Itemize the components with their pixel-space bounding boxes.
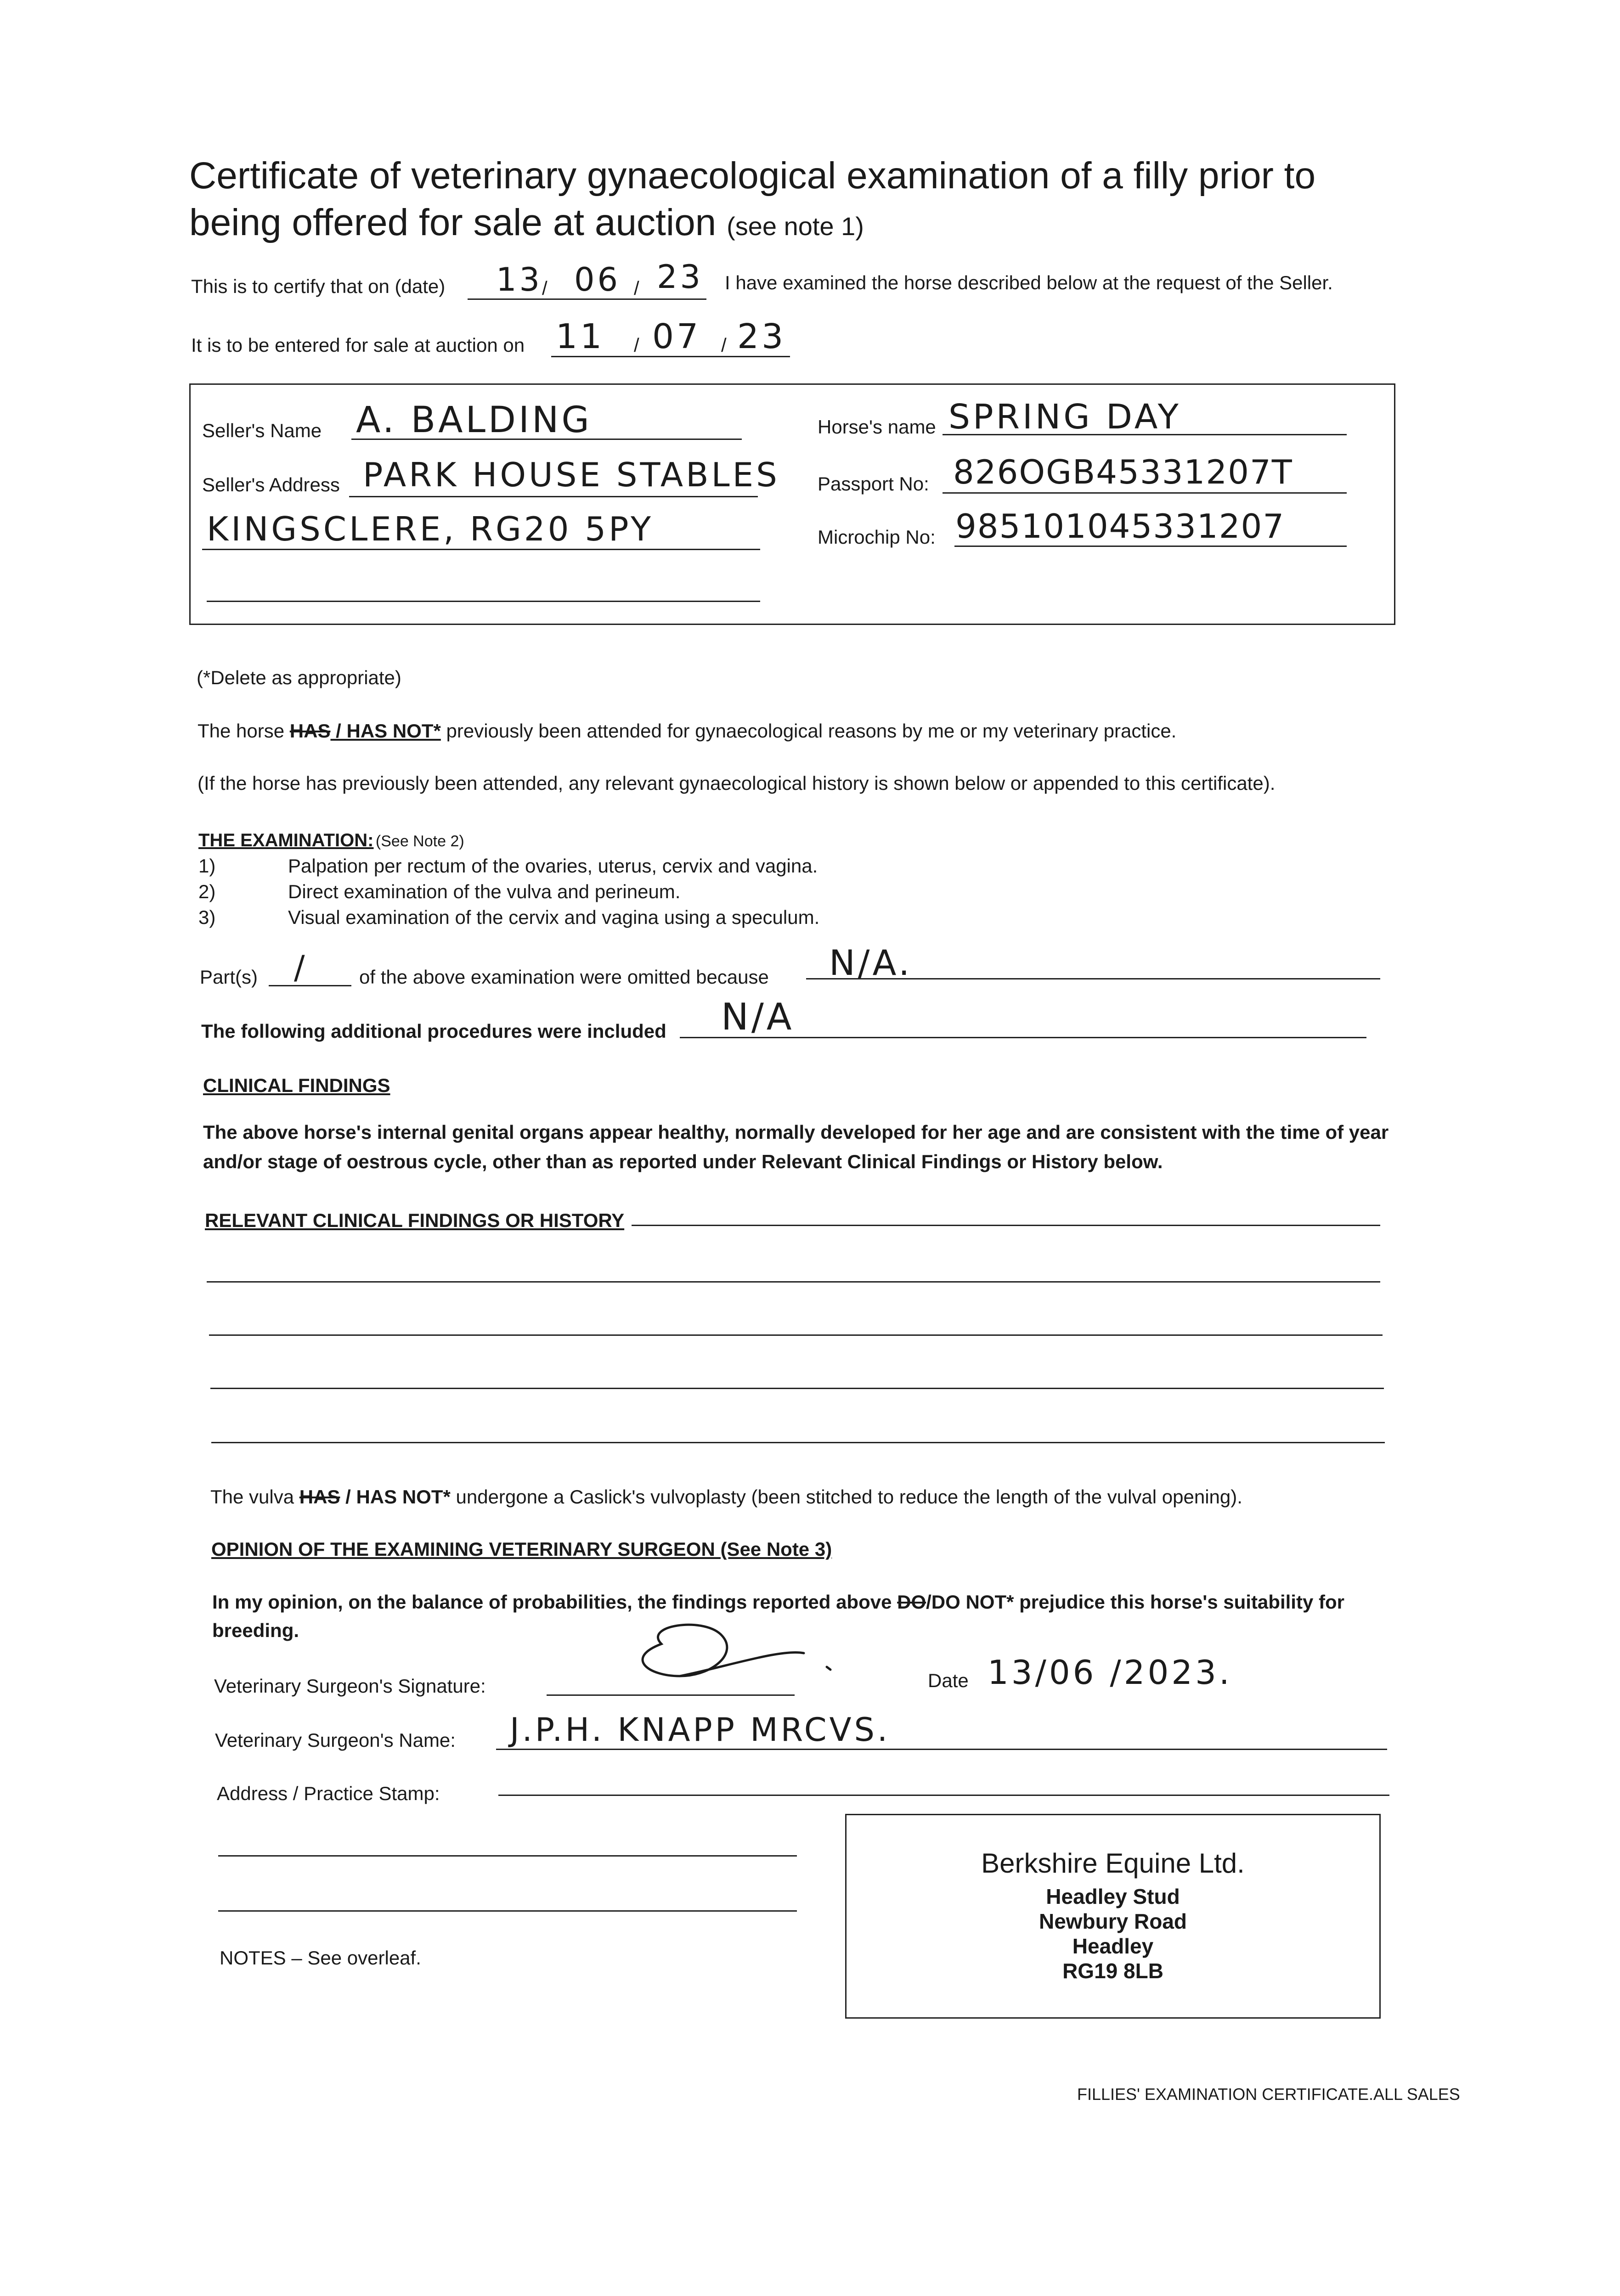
certify-suffix: I have examined the horse described below at the request of the Seller. <box>725 272 1333 293</box>
examination-item: 3) Visual examination of the cervix and vagina using a speculum. <box>198 906 820 928</box>
surgeon-name-label: Veterinary Surgeon's Name: <box>215 1729 456 1751</box>
examination-item: 1) Palpation per rectum of the ovaries, uterus, cervix and vagina. <box>198 855 818 877</box>
clinical-text-line-2: and/or stage of oestrous cycle, other than as reported under Relevant Clinical Findings or History below. <box>203 1151 1163 1172</box>
history-note: (If the horse has previously been attended, any relevant gynaecological history is shown below or appended to this certificate). <box>198 772 1276 794</box>
seller-address-value-1: PARK HOUSE STABLES <box>363 456 780 494</box>
relevant-line-3 <box>209 1334 1383 1336</box>
auction-day: 11 <box>556 317 605 356</box>
passport-value: 826OGB45331207T <box>953 453 1293 491</box>
examination-heading-row <box>198 830 464 851</box>
omitted-prefix: Part(s) <box>200 966 258 988</box>
notes: NOTES – See overleaf. <box>220 1947 421 1969</box>
stamp-line: Newbury Road <box>1039 1909 1187 1933</box>
passport-line <box>943 492 1347 494</box>
clinical-heading: CLINICAL FINDINGS <box>203 1075 390 1096</box>
examination-item: 2) Direct examination of the vulva and perineum. <box>198 881 681 902</box>
relevant-line-5 <box>211 1442 1385 1443</box>
auction-month: 07 <box>652 317 701 356</box>
seller-address-line-1 <box>349 496 758 497</box>
auction-prefix: It is to be entered for sale at auction on <box>191 334 525 356</box>
examination-heading: THE EXAMINATION: <box>198 830 374 850</box>
vulva-has: HAS <box>299 1486 340 1508</box>
relevant-line-2 <box>207 1281 1380 1283</box>
seller-address-line-2 <box>202 549 760 550</box>
attended-suffix: previously been attended for gynaecological reasons by me or my veterinary practice. <box>446 720 1177 742</box>
document-title <box>189 152 1567 250</box>
clinical-text <box>203 1118 1620 1176</box>
examination-list <box>198 855 1117 932</box>
address-line-2 <box>218 1855 797 1857</box>
stamp-line: RG19 8LB <box>1062 1959 1163 1983</box>
seller-address-value-2: KINGSCLERE, RG20 5PY <box>207 510 654 548</box>
certify-date-line <box>468 298 706 300</box>
omitted-reason-value: N/A. <box>829 942 913 983</box>
seller-name-label: Seller's Name <box>202 420 322 441</box>
horse-name-label: Horse's name <box>818 416 936 438</box>
opinion-text-part-1: In my opinion, on the balance of probabilities, the findings reported above <box>212 1591 892 1613</box>
auction-year: 23 <box>737 317 786 356</box>
examination-heading-note: (See Note 2) <box>375 833 464 850</box>
signature-mark <box>606 1607 845 1699</box>
vulva-slash: / <box>340 1486 356 1508</box>
opinion-text-line-1 <box>212 1588 1590 1616</box>
relevant-heading: RELEVANT CLINICAL FINDINGS OR HISTORY <box>205 1210 625 1231</box>
auction-sep-1: / <box>634 334 639 356</box>
address-stamp-label: Address / Practice Stamp: <box>217 1783 440 1804</box>
clinical-text-line-1: The above horse's internal genital organs appear healthy, normally developed for her age and are consistent with the time of year <box>203 1121 1389 1143</box>
seller-address-label: Seller's Address <box>202 474 340 495</box>
microchip-label: Microchip No: <box>818 526 936 548</box>
additional-label: The following additional procedures were included <box>201 1020 666 1042</box>
certify-month: 06 <box>574 261 621 298</box>
seller-address-line-3 <box>207 601 760 602</box>
opinion-text-part-2: /DO NOT* prejudice this horse's suitability for <box>926 1591 1344 1613</box>
microchip-value: 985101045331207 <box>955 507 1285 546</box>
date-value: 13/06 /2023. <box>988 1653 1232 1692</box>
passport-label: Passport No: <box>818 473 929 495</box>
relevant-line-1 <box>632 1225 1380 1226</box>
relevant-line-4 <box>210 1388 1384 1389</box>
omitted-parts-line <box>269 985 351 986</box>
title-line-2-text: being offered for sale at auction <box>189 202 717 243</box>
auction-sep-2: / <box>721 334 727 356</box>
certify-year: 23 <box>657 258 704 296</box>
signature-label: Veterinary Surgeon's Signature: <box>214 1675 486 1697</box>
vulva-suffix: undergone a Caslick's vulvoplasty (been stitched to reduce the length of the vulval opening). <box>456 1486 1242 1508</box>
vulva-has-not: HAS NOT* <box>356 1486 451 1508</box>
attended-slash: / <box>330 720 347 742</box>
certify-sep-1: / <box>542 277 548 299</box>
title-note: (see note 1) <box>727 212 864 241</box>
surgeon-name-line <box>496 1749 1387 1750</box>
certify-sep-2: / <box>634 277 639 299</box>
footer-label: FILLIES' EXAMINATION CERTIFICATE.ALL SALES <box>1077 2085 1460 2104</box>
certify-prefix: This is to certify that on (date) <box>191 276 446 297</box>
opinion-heading: OPINION OF THE EXAMINING VETERINARY SURGEON (See Note 3) <box>211 1538 832 1560</box>
stamp-line: Headley <box>1072 1934 1154 1958</box>
certify-day: 13 <box>496 261 543 298</box>
surgeon-name-value: J.P.H. KNAPP MRCVS. <box>510 1711 891 1749</box>
practice-stamp <box>845 1814 1381 2019</box>
attended-statement <box>198 720 1176 742</box>
title-line-1: Certificate of veterinary gynaecological examination of a filly prior to <box>189 155 1316 197</box>
address-line-3 <box>218 1910 797 1912</box>
address-stamp-line <box>498 1795 1389 1796</box>
attended-has: HAS <box>289 720 331 742</box>
opinion-text <box>212 1588 1590 1645</box>
title-line-2 <box>189 199 1567 250</box>
microchip-line <box>954 546 1347 547</box>
omitted-middle: of the above examination were omitted because <box>359 966 769 988</box>
date-label: Date <box>928 1670 969 1691</box>
opinion-text-line-2: breeding. <box>212 1620 299 1641</box>
horse-name-value: SPRING DAY <box>948 397 1181 437</box>
stamp-line: Headley Stud <box>1046 1885 1180 1908</box>
omitted-parts-value: / <box>294 949 308 986</box>
delete-note: (*Delete as appropriate) <box>197 667 401 688</box>
vulva-prefix: The vulva <box>210 1486 294 1508</box>
seller-name-value: A. BALDING <box>356 400 592 441</box>
stamp-address <box>847 1884 1379 1983</box>
vulva-statement <box>210 1486 1242 1508</box>
stamp-company: Berkshire Equine Ltd. <box>981 1848 1245 1879</box>
opinion-do: DO <box>897 1591 926 1613</box>
attended-prefix: The horse <box>198 720 285 742</box>
attended-has-not: HAS NOT* <box>346 720 441 742</box>
additional-value: N/A <box>721 996 795 1038</box>
